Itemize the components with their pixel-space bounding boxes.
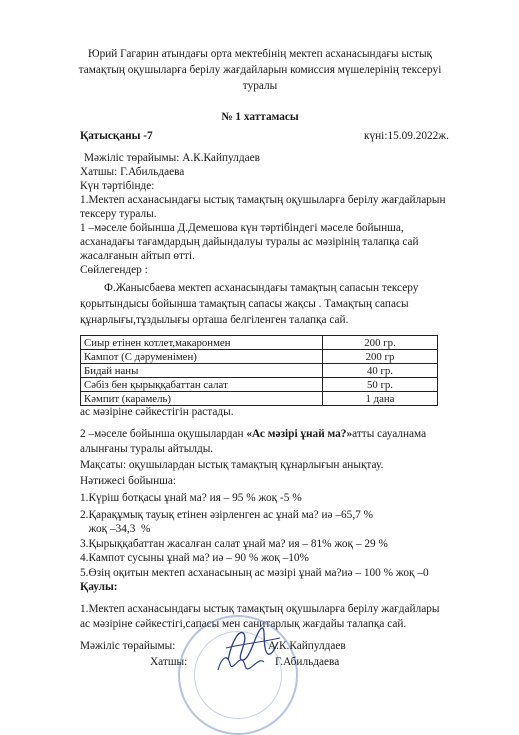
chair-signature-name: А.К.Кайпулдаев <box>268 640 346 652</box>
agenda-note-line-2: асханадағы тағамдардың дайындалуы туралы ас мәзірінің талапқа сай <box>80 236 419 248</box>
item-2-suffix: атты сауалнама <box>352 428 427 440</box>
menu-confirmation: ас мәзіріне сәйкестігін растады. <box>80 406 234 418</box>
menu-item-name: Сиыр етінен котлет,макаронмен <box>81 336 323 350</box>
item-2-line-2: алынғаны туралы айтылды. <box>80 443 214 455</box>
agenda-note-line-1: 1 –мәселе бойынша Д.Демешова күн тәртібіндегі мәселе бойынша, <box>80 222 404 234</box>
menu-item-name: Бидай наны <box>81 364 323 378</box>
survey-result-2: 2.Қарақұмық тауық етінен әзірленген ас ұнай ма? иә –65,7 % <box>80 509 374 521</box>
chair-signature-label: Мәжіліс төрайымы: <box>80 640 176 652</box>
secretary-signature-label: Хатшы: <box>150 656 188 668</box>
menu-table <box>80 335 438 406</box>
survey-result-2-cont: жоқ –34,3 % <box>80 523 151 535</box>
table-row <box>81 336 438 350</box>
survey-purpose: Мақсаты: оқушылардан ыстық тамақтың құнарлығын анықтау. <box>80 459 384 471</box>
decisions-heading: Қаулы: <box>80 581 118 593</box>
table-row <box>81 350 438 364</box>
secretary-signature-name: Г.Абильдаева <box>275 656 340 668</box>
menu-item-name: Сәбіз бен қырыққабаттан салат <box>81 378 323 392</box>
agenda-note-line-3: жасалғанын айтып өтті. <box>80 250 195 262</box>
menu-item-amount: 50 гр. <box>323 378 438 392</box>
agenda-heading: Күн тәртібінде: <box>80 180 155 192</box>
chair-line: Мәжіліс төрайымы: А.К.Кайпулдаев <box>84 152 260 164</box>
meeting-date: күні:15.09.2022ж. <box>364 130 449 142</box>
menu-item-amount: 40 гр. <box>323 364 438 378</box>
survey-result-1: 1.Күріш ботқасы ұнай ма? ия – 95 % жоқ -5 % <box>80 492 302 504</box>
results-heading: Нәтижесі бойынша: <box>80 475 177 487</box>
speech-line-2: қорытындысы бойынша тамақтың сапасы жақсы . Тамақтың сапасы <box>80 298 409 310</box>
survey-result-5: 5.Өзің оқитын мектеп асханасының ас мәзірі ұнай ма?иә – 100 % жоқ –0 <box>80 567 429 579</box>
agenda-item-1-line-2: тексеру туралы. <box>80 208 157 220</box>
title-line-3: туралы <box>242 80 278 92</box>
speakers-heading: Сөйлегендер : <box>80 264 148 276</box>
secretary-line: Хатшы: Г.Абильдаева <box>80 166 185 178</box>
survey-result-4: 4.Кампот сусыны ұнай ма? иә – 90 % жоқ –10% <box>80 552 309 564</box>
table-row <box>81 364 438 378</box>
menu-item-name: Кәмпит (карамель) <box>81 392 323 406</box>
attendees-count: Қатысқаны -7 <box>80 130 153 142</box>
table-row <box>81 392 438 406</box>
menu-item-amount: 200 гр. <box>323 336 438 350</box>
speech-line-1: Ф.Жаныcбаева мектеп асханасындағы тамақтың сапасын тексеру <box>104 282 419 294</box>
agenda-item-1-line-1: 1.Мектеп асханасындағы ыстық тамақтың оқушыларға берілу жағдайларын <box>80 194 446 206</box>
table-row <box>81 378 438 392</box>
title-line-2: тамақтың оқушыларға берілу жағдайларын комиссия мүшелерінің тексеруі <box>78 64 442 76</box>
secretary-signature <box>214 650 268 678</box>
item-2-prefix: 2 –мәселе бойынша оқушылардан <box>80 428 247 440</box>
menu-item-amount: 200 гр <box>323 350 438 364</box>
menu-item-name: Кампот (С дәруменімен) <box>81 350 323 364</box>
decision-line-1: 1.Мектеп асханасындағы ыстық тамақтың оқушыларға берілу жағдайлары <box>80 603 440 615</box>
item-2-line-1 <box>80 428 426 441</box>
speech-line-3: құнарлығы,тұздылығы орташа белгіленген талапқа сай. <box>80 314 349 326</box>
decision-line-2: ас мәзіріне сәйкестігі,сапасы мен санитарлық жағдайы талапқа сай. <box>80 618 407 630</box>
protocol-number: № 1 хаттамасы <box>221 111 299 123</box>
title-line-1: Юрий Гагарин атындағы орта мектебінің мектеп асханасындағы ыстық <box>87 48 433 60</box>
survey-result-3: 3.Қырыққабаттан жасалған салат ұнай ма? ия – 81% жоқ – 29 % <box>80 538 388 550</box>
menu-item-amount: 1 дана <box>323 392 438 406</box>
survey-title: «Ас мәзірі ұнай ма?» <box>246 428 353 440</box>
